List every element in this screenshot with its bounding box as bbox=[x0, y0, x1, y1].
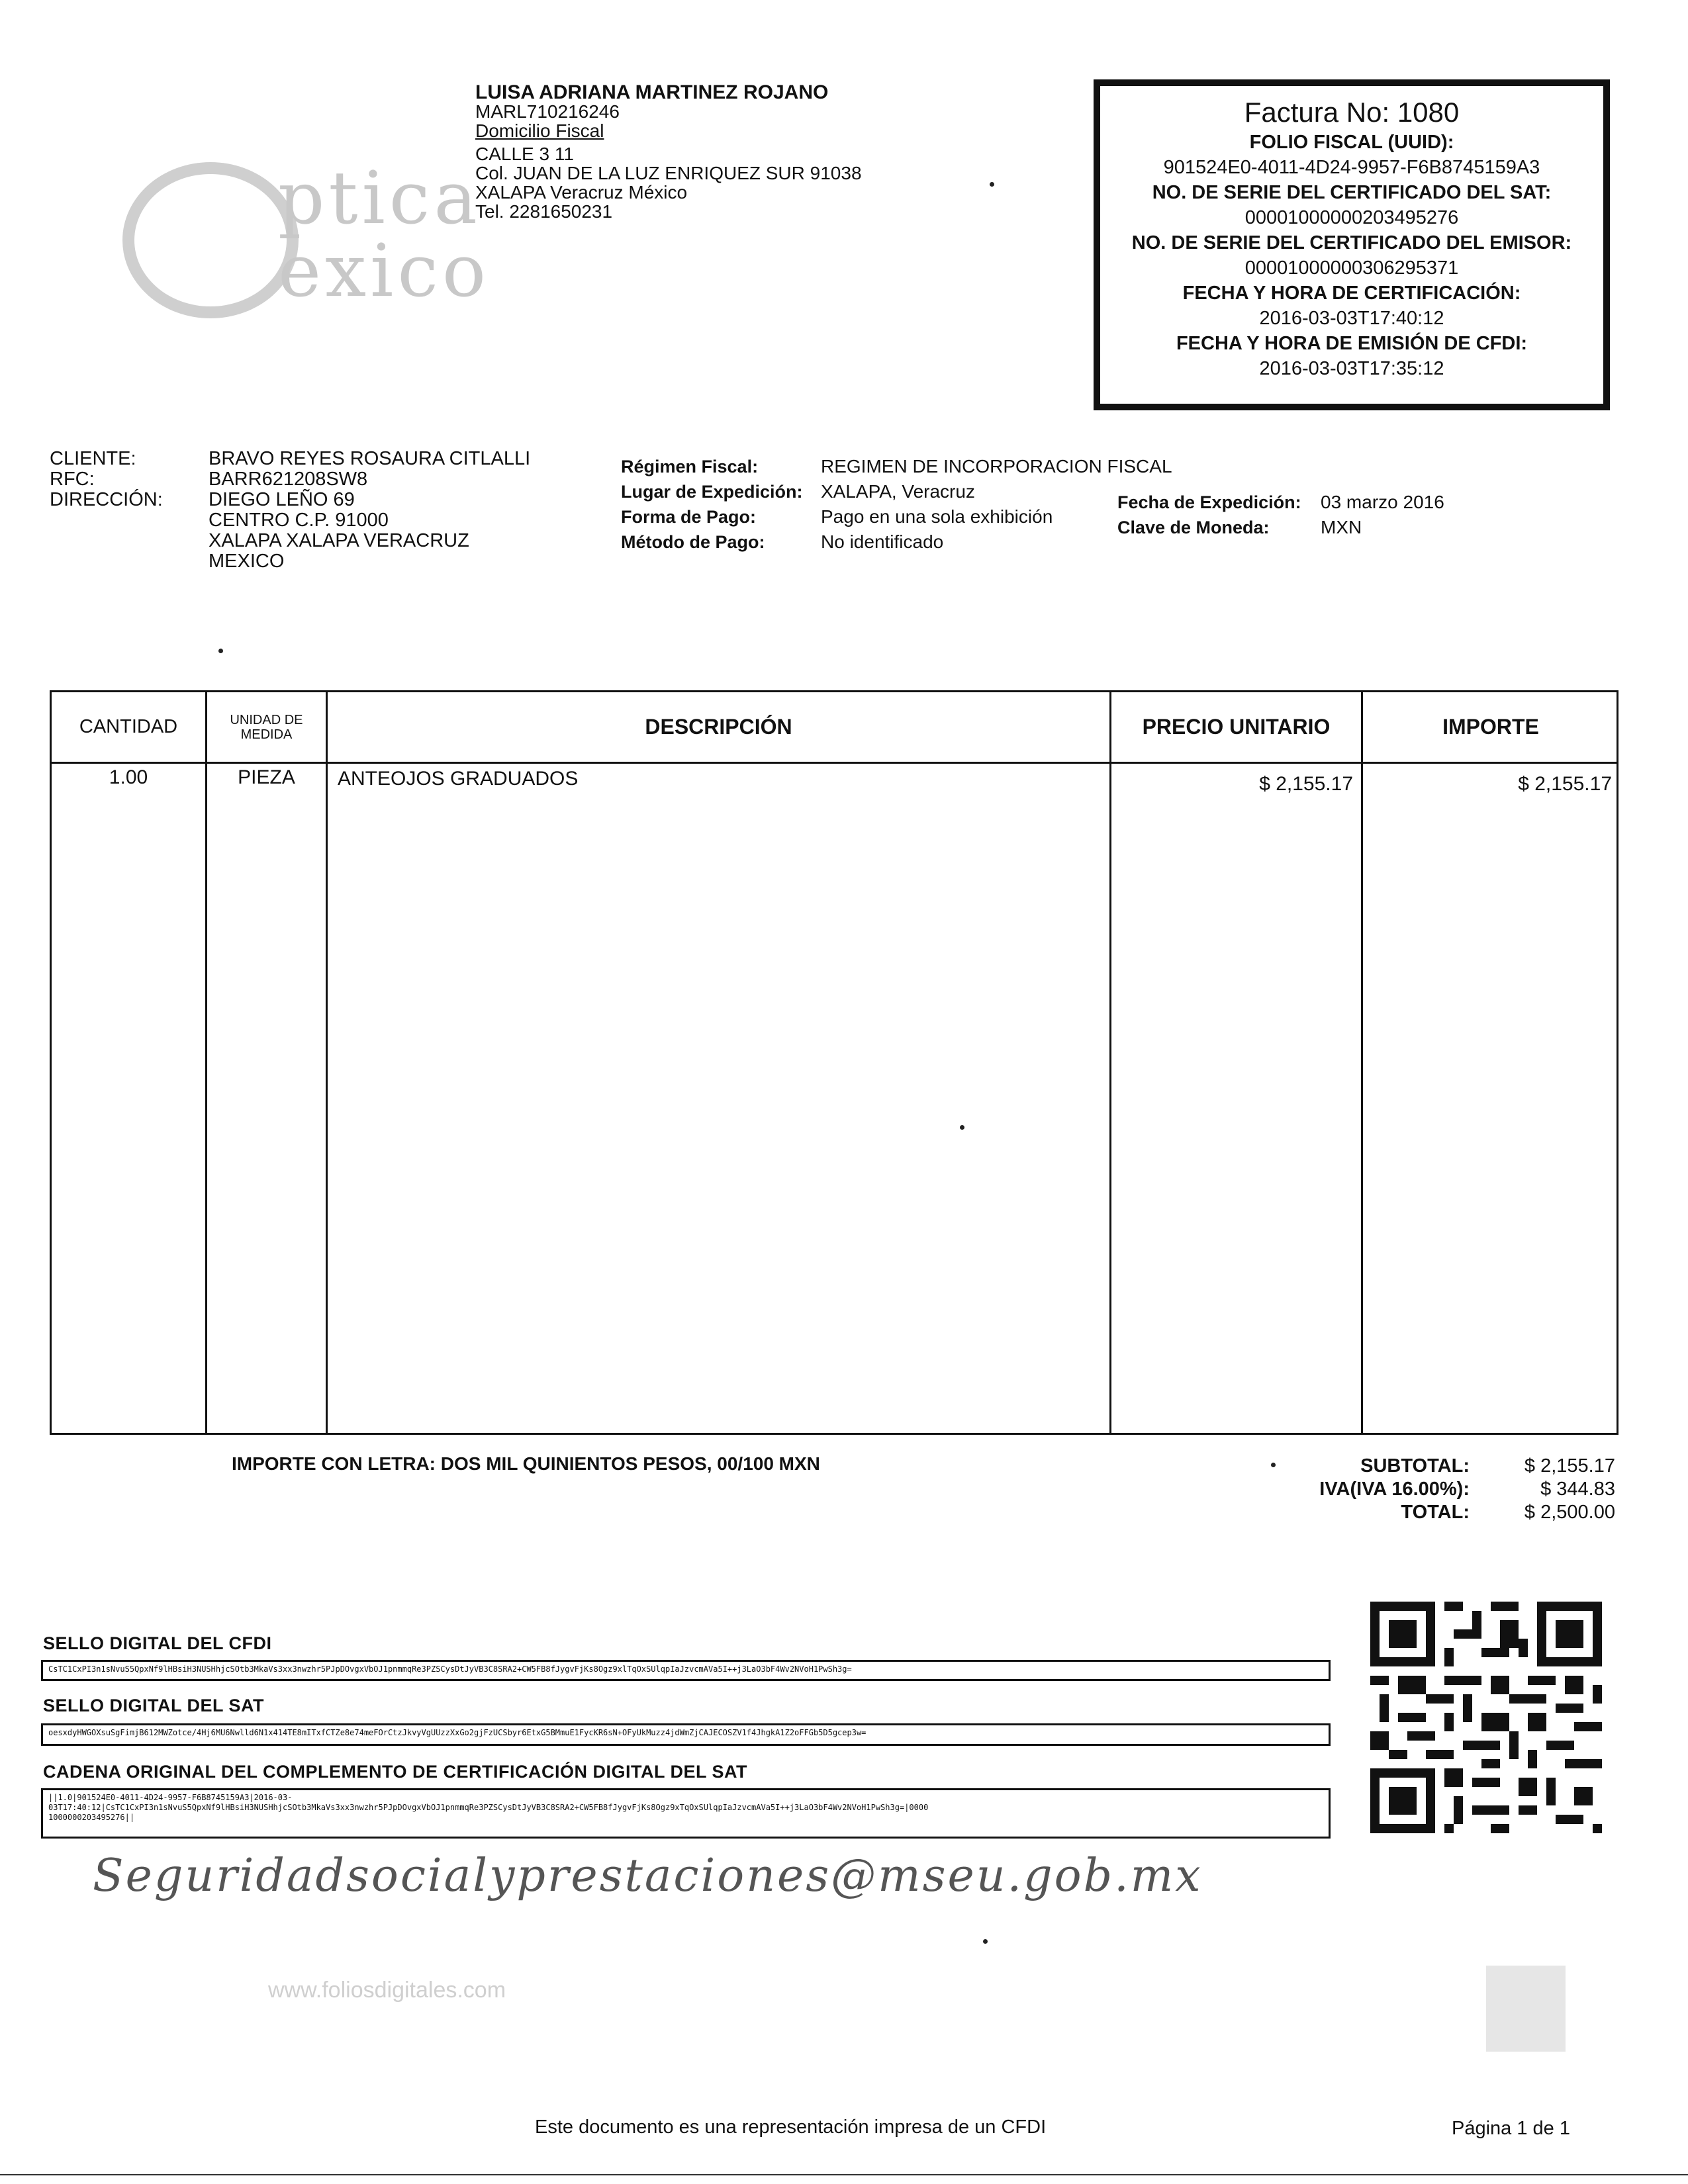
factura-number: Factura No: 1080 bbox=[1244, 97, 1460, 128]
importe-letra-label: IMPORTE CON LETRA: bbox=[232, 1453, 436, 1474]
importe-letra bbox=[232, 1453, 820, 1475]
folio-value: 901524E0-4011-4D24-9957-F6B8745159A3 bbox=[1163, 157, 1540, 178]
row-precio: $ 2,155.17 bbox=[1259, 773, 1353, 795]
page-number: Página 1 de 1 bbox=[1452, 2118, 1570, 2139]
totals-labels bbox=[1258, 1455, 1470, 1524]
iva-label: IVA(IVA 16.00%): bbox=[1319, 1479, 1470, 1500]
issuer-name: LUISA ADRIANA MARTINEZ ROJANO bbox=[475, 81, 829, 103]
bottom-edge-line bbox=[0, 2174, 1688, 2175]
moneda-label: Clave de Moneda: bbox=[1117, 518, 1270, 537]
row-importe: $ 2,155.17 bbox=[1518, 773, 1612, 795]
header-importe: IMPORTE bbox=[1442, 715, 1539, 739]
fecha-moneda-labels bbox=[1117, 490, 1301, 540]
issuer-colonia: Col. JUAN DE LA LUZ ENRIQUEZ SUR 91038 bbox=[475, 163, 862, 183]
scan-speck bbox=[960, 1125, 964, 1130]
client-labels bbox=[50, 449, 163, 510]
header-cantidad: CANTIDAD bbox=[79, 716, 178, 737]
certificacion-label: FECHA Y HORA DE CERTIFICACIÓN: bbox=[1182, 283, 1521, 304]
forma-label: Forma de Pago: bbox=[621, 507, 757, 527]
issuer-rfc: MARL710216246 bbox=[475, 101, 620, 122]
rfc-label: RFC: bbox=[50, 469, 95, 490]
sello-sat-label: SELLO DIGITAL DEL SAT bbox=[43, 1696, 265, 1715]
regimen-value: REGIMEN DE INCORPORACION FISCAL bbox=[821, 456, 1172, 477]
cadena-line3: 1000000203495276|| bbox=[48, 1813, 135, 1822]
column-divider bbox=[326, 692, 328, 1433]
qr-code-icon bbox=[1370, 1602, 1602, 1833]
sello-sat-box bbox=[41, 1723, 1331, 1746]
logo-ring-icon bbox=[122, 162, 299, 318]
domicilio-label: Domicilio Fiscal bbox=[475, 120, 604, 141]
scan-speck bbox=[218, 649, 223, 653]
metodo-value: No identificado bbox=[821, 531, 944, 552]
faint-stamp-mark bbox=[1486, 1966, 1566, 2052]
handwritten-email: Seguridadsocialyprestaciones@mseu.gob.mx bbox=[93, 1850, 1203, 1902]
total-value: $ 2,500.00 bbox=[1524, 1502, 1615, 1523]
issuer-calle: CALLE 3 11 bbox=[475, 144, 574, 164]
fecha-label: Fecha de Expedición: bbox=[1117, 492, 1301, 512]
cadena-line2: 03T17:40:12|CsTC1CxPI3n1sNvuS5QpxNf9lHBsiH3NUSHhjcSOtb3MkaVs3xx3nwzhr5PJpDOvgxVbOJ1pnmmqRe3PZSCysDtJyVB3C8SRA2+CW5FB8fJygvFjKs8Ogz9xTqOxSUlqpIaJzvcmAVa5I++j3LaO3bF4Wv2NVoH1PwSh3g=|0000 bbox=[48, 1803, 929, 1812]
forma-value: Pago en una sola exhibición bbox=[821, 506, 1053, 527]
factura-box bbox=[1094, 79, 1610, 410]
totals-values bbox=[1483, 1455, 1615, 1524]
printer-imprint: www.foliosdigitales.com bbox=[268, 1978, 506, 2003]
serie-sat-label: NO. DE SERIE DEL CERTIFICADO DEL SAT: bbox=[1152, 182, 1552, 203]
cliente-dir3: XALAPA XALAPA VERACRUZ bbox=[209, 530, 469, 551]
cliente-dir1: DIEGO LEÑO 69 bbox=[209, 489, 355, 510]
cliente-dir2: CENTRO C.P. 91000 bbox=[209, 510, 389, 531]
scan-speck bbox=[1271, 1463, 1276, 1467]
total-label: TOTAL: bbox=[1401, 1502, 1470, 1523]
emision-value: 2016-03-03T17:35:12 bbox=[1259, 358, 1444, 379]
subtotal-label: SUBTOTAL: bbox=[1360, 1455, 1470, 1477]
folio-label: FOLIO FISCAL (UUID): bbox=[1249, 132, 1454, 153]
regimen-label: Régimen Fiscal: bbox=[621, 457, 759, 477]
cadena-original-label: CADENA ORIGINAL DEL COMPLEMENTO DE CERTIFICACIÓN DIGITAL DEL SAT bbox=[43, 1762, 748, 1782]
logo-text-bottom: exico bbox=[278, 228, 491, 313]
sello-cfdi-box bbox=[41, 1660, 1331, 1681]
lugar-label: Lugar de Expedición: bbox=[621, 482, 803, 502]
sello-cfdi-value: CsTC1CxPI3n1sNvuS5QpxNf9lHBsiH3NUSHhjcSOtb3MkaVs3xx3nwzhr5PJpDOvgxVbOJ1pnmmqRe3PZSCysDtJyVB3C8SRA2+CW5FB8fJygvFjKs8Ogz9xlTqOxSUlqpIaJzvcmAVa5I++j3LaO3bF4Wv2NVoH1PwSh3g= bbox=[48, 1664, 852, 1674]
cliente-nombre: BRAVO REYES ROSAURA CITLALLI bbox=[209, 448, 531, 469]
row-cantidad: 1.00 bbox=[109, 766, 148, 788]
cliente-label: CLIENTE: bbox=[50, 448, 136, 469]
scan-speck bbox=[990, 182, 994, 187]
items-table bbox=[50, 690, 1618, 1435]
cliente-dir4: MEXICO bbox=[209, 551, 285, 572]
moneda-value: MXN bbox=[1321, 517, 1362, 537]
row-descripcion: ANTEOJOS GRADUADOS bbox=[338, 768, 579, 790]
header-unidad-line2: MEDIDA bbox=[240, 727, 293, 742]
scan-speck bbox=[983, 1939, 988, 1944]
fecha-moneda-values bbox=[1321, 490, 1444, 540]
client-values bbox=[209, 449, 530, 572]
importe-letra-value: DOS MIL QUINIENTOS PESOS, 00/100 MXN bbox=[440, 1453, 820, 1474]
issuer-tel: Tel. 2281650231 bbox=[475, 201, 613, 222]
sello-cfdi-label: SELLO DIGITAL DEL CFDI bbox=[43, 1633, 272, 1653]
header-precio: PRECIO UNITARIO bbox=[1142, 715, 1331, 739]
header-unidad bbox=[207, 692, 326, 762]
footer-note: Este documento es una representación impresa de un CFDI bbox=[535, 2116, 1047, 2138]
direccion-label: DIRECCIÓN: bbox=[50, 489, 163, 510]
fecha-value: 03 marzo 2016 bbox=[1321, 492, 1444, 512]
column-divider bbox=[1109, 692, 1111, 1433]
column-divider bbox=[205, 692, 207, 1433]
cadena-line1: ||1.0|901524E0-4011-4D24-9957-F6B8745159A3|2016-03- bbox=[48, 1793, 293, 1802]
emision-label: FECHA Y HORA DE EMISIÓN DE CFDI: bbox=[1176, 333, 1528, 354]
serie-emisor-label: NO. DE SERIE DEL CERTIFICADO DEL EMISOR: bbox=[1131, 232, 1572, 253]
row-unidad: PIEZA bbox=[238, 766, 295, 788]
cliente-rfc: BARR621208SW8 bbox=[209, 469, 368, 490]
subtotal-value: $ 2,155.17 bbox=[1524, 1455, 1615, 1477]
cadena-original-box bbox=[41, 1788, 1331, 1839]
issuer-block bbox=[475, 83, 862, 221]
optica-mexico-logo bbox=[60, 149, 491, 313]
serie-emisor-value: 00001000000306295371 bbox=[1244, 257, 1459, 279]
logo-text-top: ptica bbox=[278, 156, 481, 240]
header-unidad-line1: UNIDAD DE bbox=[230, 712, 303, 727]
lugar-value: XALAPA, Veracruz bbox=[821, 481, 975, 502]
metodo-label: Método de Pago: bbox=[621, 532, 765, 552]
issuer-ciudad: XALAPA Veracruz México bbox=[475, 182, 688, 203]
serie-sat-value: 00001000000203495276 bbox=[1244, 207, 1459, 228]
column-divider bbox=[1361, 692, 1363, 1433]
fiscal-meta-labels bbox=[621, 454, 803, 555]
sello-sat-value: oesxdyHWGOXsuSgFimjB612MWZotce/4Hj6MU6Nwlld6N1x414TE8mITxfCTZe8e74meFOrCtzJkvyVgUUzzXxGo2gjFzUCSbyr6EtxG5BMmuE1FycKR6sN+OFyUkMuzz4jdWmZjCAJECOSZV1f4JhgkA1Z2oFFGb5D5gcep3w= bbox=[48, 1728, 867, 1737]
certificacion-value: 2016-03-03T17:40:12 bbox=[1259, 308, 1444, 329]
iva-value: $ 344.83 bbox=[1540, 1479, 1615, 1500]
header-descripcion: DESCRIPCIÓN bbox=[645, 715, 792, 739]
